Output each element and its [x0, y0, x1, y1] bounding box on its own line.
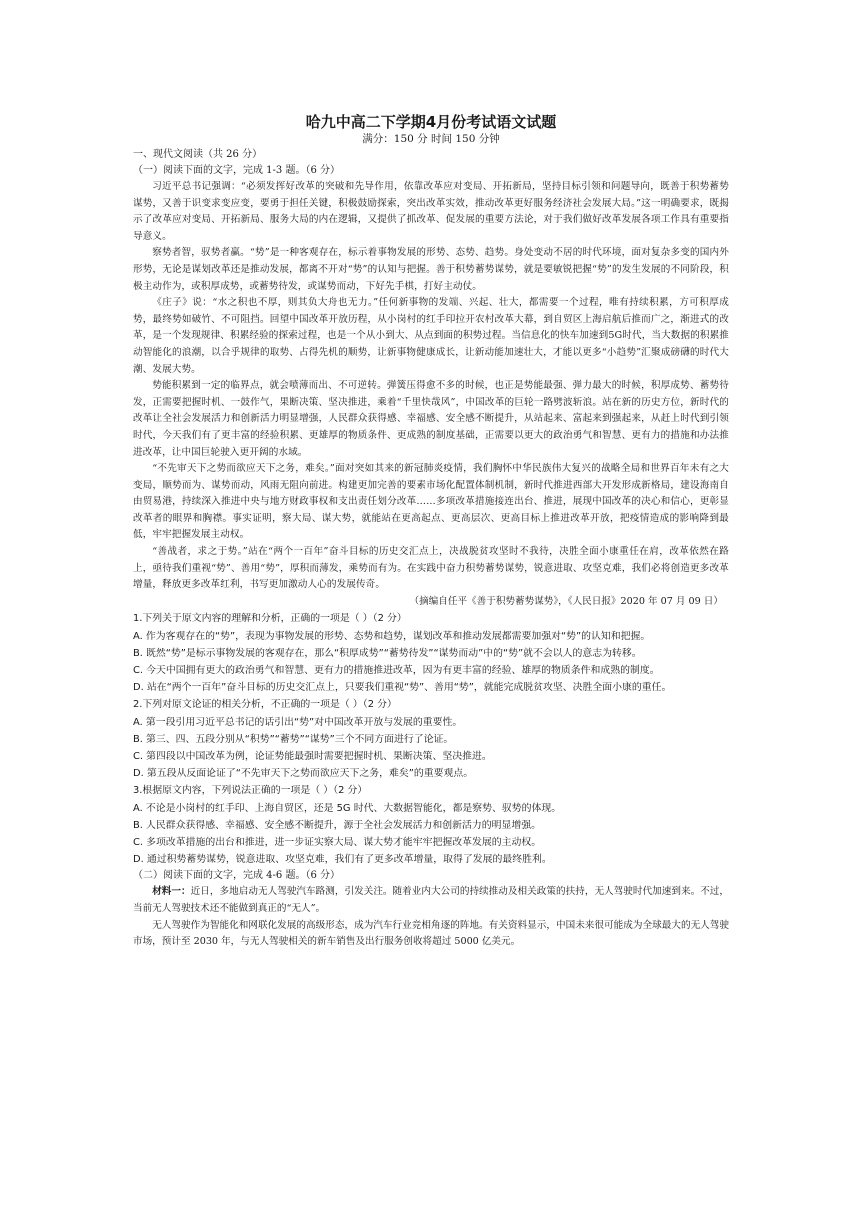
question-option: B. 第三、四、五段分别从“积势”“蓄势”“谋势”三个不同方面进行了论证。: [133, 733, 454, 745]
question-3: [133, 782, 729, 868]
article-paragraph: 势能积累到一定的临界点，就会喷薄而出、不可逆转。弹簧压得愈不多的时候，也正是势能最强、弹力最大的时候，积厚成势、蓄势待发，正需要把握时机、一鼓作气，果断决策、坚决推进，乘着“千里快哉风”，中国改革的巨轮一路劈波斩浪。站在新的历史方位，新时代的改革让全社会发展活力和创新活力明显增强，人民群众获得感、幸福感、安全感不断提升，从站起来、富起来到强起来，从赶上时代到引领时代，今天我们有了更丰富的经验积累、更雄厚的物质条件、更成熟的制度基础，正需要以更大的政治勇气和智慧、更有力的措施和办法推进改革，让中国巨轮驶入更开阔的水域。: [133, 380, 729, 458]
exam-page: [133, 112, 729, 951]
material-paragraph: [133, 884, 729, 917]
question-option: C. 第四段以中国改革为例，论证势能最强时需要把握时机、果断决策、坚决推进。: [133, 751, 492, 763]
article-paragraph: “善战者，求之于势。”站在“两个一百年”奋斗目标的历史交汇点上，决战脱贫攻坚时不我待，决胜全面小康重任在肩，改革依然在路上，亟待我们重视“势”、善用“势”，厚积而薄发，乘势而有为。在实践中奋力积势蓄势谋势，锐意进取、攻坚克难，我们必将创造更多改革增量，释放更多改革红利，书写更加激动人心的发展传奇。: [133, 546, 729, 591]
material-text: 近日，多地启动无人驾驶汽车路测，引发关注。随着业内大公司的持续推动及相关政策的扶持，无人驾驶时代加速到来。不过，当前无人驾驶技术还不能做到真正的“无人”。: [133, 886, 730, 915]
question-option: D. 站在“两个一百年”奋斗目标的历史交汇点上，只要我们重视“势”、善用“势”，就能完成脱贫攻坚、决胜全面小康的重任。: [133, 682, 672, 694]
part2-heading: （二）阅读下面的文字，完成 4-6 题。（6 分）: [133, 870, 341, 882]
article-paragraph: “不先审天下之势而欲应天下之务，难矣。”面对突如其来的新冠肺炎疫情，我们胸怀中华民族伟大复兴的战略全局和世界百年未有之大变局，顺势而为、谋势而动，风雨无阻向前进。构建更加完善的要素市场化配置体制机制，新时代推进西部大开发形成新格局，建设海南自由贸易港，持续深入推进中央与地方财政事权和支出责任划分改革……多项改革措施接连出台、推进，展现中国改革的决心和信心，更彰显改革者的眼界和胸襟。事实证明，察大局、谋大势，就能站在更高起点、更高层次、更高目标上推进改革开放，把疫情造成的影响降到最低，牢牢把握发展主动权。: [133, 463, 729, 541]
question-1: [133, 610, 729, 696]
section-heading: 一、现代文阅读（共 26 分）: [133, 149, 263, 160]
article-paragraph: 习近平总书记强调：“必须发挥好改革的突破和先导作用，依靠改革应对变局、开拓新局，坚持目标引领和问题导向，既善于积势蓄势谋势，又善于识变求变应变，要勇于担任关键，积极鼓励探索，突出改革实效，推动改革更好服务经济社会发展大局。”这一明确要求，既揭示了改革应对变局、开拓新局、服务大局的内在逻辑，又提供了抓改革、促发展的重要方法论，对于我们做好改革发展各项工作具有重要指导意义。: [133, 181, 729, 242]
material-paragraph: [133, 918, 729, 951]
question-option: C. 今天中国拥有更大的政治勇气和智慧、更有力的措施推进改革，因为有更丰富的经验、雄厚的物质条件和成熟的制度。: [133, 665, 660, 677]
question-option: D. 通过积势蓄势谋势，锐意进取、攻坚克难，我们有了更多改革增量，取得了发展的最终胜利。: [133, 854, 552, 866]
question-option: A. 第一段引用习近平总书记的话引出“势”对中国改革开放与发展的重要性。: [133, 716, 463, 728]
question-stem: 3.根据原文内容，下列说法正确的一项是（ ）（2 分）: [133, 785, 368, 797]
question-option: A. 不论是小岗村的红手印、上海自贸区，还是 5G 时代、大数据智能化，都是察势、驭势的体现。: [133, 802, 562, 814]
material-text: 无人驾驶作为智能化和网联化发展的高级形态，成为汽车行业竞相角逐的阵地。有关资料显示，中国未来很可能成为全球最大的无人驾驶市场，预计至 2030 年，与无人驾驶相关的新车销售及出行服务创收将超过 5000 亿美元。: [133, 919, 729, 948]
page-title: 哈九中高二下学期4月份考试语文试题: [305, 113, 557, 131]
question-stem: 2.下列对原文论证的相关分析，不正确的一项是（ ）（2 分）: [133, 699, 397, 711]
material-label: 材料一：: [152, 886, 191, 898]
question-option: C. 多项改革措施的出台和推进，进一步证实察大局、谋大势才能牢牢把握改革发展的主动权。: [133, 837, 542, 849]
question-stem: 1.下列关于原文内容的理解和分析，正确的一项是（ ）（2 分）: [133, 613, 407, 625]
question-option: D. 第五段从反面论证了“不先审天下之势而欲应天下之务，难矣”的重要观点。: [133, 768, 474, 780]
question-option: B. 人民群众获得感、幸福感、安全感不断提升，源于全社会发展活力和创新活力的明显增强。: [133, 819, 542, 831]
article-paragraph: 《庄子》说：“水之积也不厚，则其负大舟也无力。”任何新事物的发端、兴起、壮大，都需要一个过程，唯有持续积累，方可积厚成势，最终势如破竹、不可阻挡。回望中国改革开放历程，从小岗村的红手印拉开农村改革大幕，到自贸区上海启航后推而广之，渐进式的改革，是一个发现规律、积累经验的探索过程，也是一个从小到大、从点到面的积势过程。当信息化的快车加速到5G时代，当大数据的积累推动智能化的浪潮，以合乎规律的取势、占得先机的顺势，让新事物健康成长，让新动能加速壮大，才能以更多“小趋势”汇聚成磅礴的时代大潮、发展大势。: [133, 297, 729, 375]
article-paragraph: 察势者智，驭势者赢。“势”是一种客观存在，标示着事物发展的形势、态势、趋势。身处变动不居的时代环境，面对复杂多变的国内外形势，无论是谋划改革还是推动发展，都离不开对“势”的认知与把握。善于积势蓄势谋势，就是要敏锐把握“势”的发生发展的不同阶段，积极主动作为，或积厚成势，或蓄势待发，或谋势而动，下好先手棋，打好主动仗。: [133, 247, 729, 292]
part1-heading: （一）阅读下面的文字，完成 1-3 题。（6 分）: [133, 165, 341, 176]
article-source: （摘编自任平《善于积势蓄势谋势》，《人民日报》2020 年 07 月 09 日）: [409, 595, 723, 607]
question-2: [133, 696, 729, 782]
page-subtitle: 满分：150 分 时间 150 分钟: [362, 133, 500, 145]
question-option: B. 既然“势”是标示事物发展的客观存在，那么“积厚成势”“蓄势待发”“谋势而动”中的“势”就不会以人的意志为转移。: [133, 647, 642, 659]
question-option: A. 作为客观存在的“势”，表现为事物发展的形势、态势和趋势，谋划改革和推动发展都需要加强对“势”的认知和把握。: [133, 630, 651, 642]
